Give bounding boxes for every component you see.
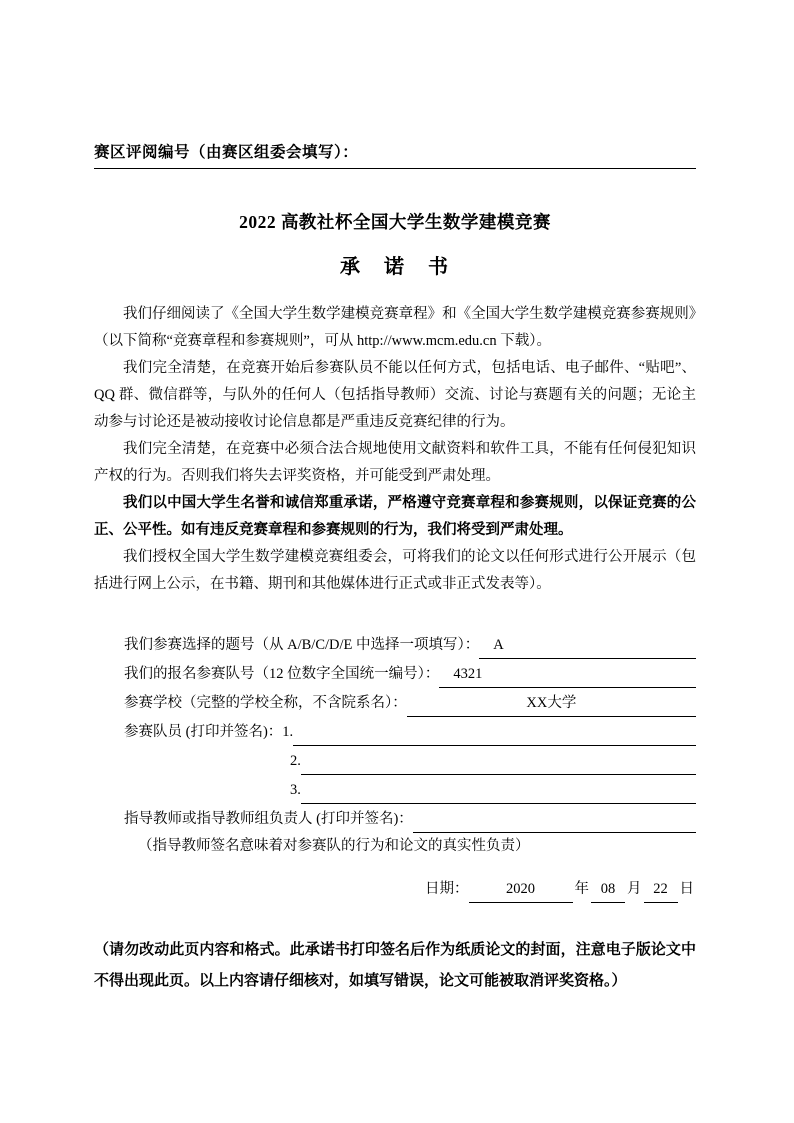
school-label: 参赛学校（完整的学校全称，不含院系名）： <box>124 695 407 711</box>
form-section <box>94 630 696 903</box>
team-number-label: 我们的报名参赛队号（12 位数字全国统一编号）： <box>124 666 440 682</box>
review-number-label: 赛区评阅编号（由赛区组委会填写）： <box>94 144 359 161</box>
paragraph-no-outside-discussion: 我们完全清楚，在竞赛开始后参赛队员不能以任何方式，包括电话、电子邮件、“贴吧”、QQ 群、微信群等，与队外的任何人（包括指导教师）交流、讨论与赛题有关的问题；无论主动参与讨论还是被动接收讨论信息都是严重违反竞赛纪律的行为。 <box>94 360 696 430</box>
member-3-number: 3. <box>290 782 301 798</box>
date-row <box>94 876 696 903</box>
team-members-label: 参赛队员 (打印并签名)： <box>124 724 283 740</box>
year-suffix: 年 <box>574 881 589 897</box>
school-blank <box>407 691 696 717</box>
problem-number-row <box>94 630 696 659</box>
member-1-number: 1. <box>282 724 294 740</box>
member-3-signature-blank <box>301 803 696 804</box>
body-paragraphs <box>94 301 696 598</box>
day-suffix: 日 <box>679 881 694 897</box>
problem-number-value: A <box>493 637 504 653</box>
team-number-value: 4321 <box>453 666 483 682</box>
paragraph-read-rules: 我们仔细阅读了《全国大学生数学建模竞赛章程》和《全国大学生数学建模竞赛参赛规则》（以下简称“竞赛章程和参赛规则”，可从 http://www.mcm.edu.cn 下载）。 <box>94 306 696 349</box>
advisor-label: 指导教师或指导教师组负责人 (打印并签名)： <box>124 811 413 827</box>
paragraph-solemn-promise: 我们以中国大学生名誉和诚信郑重承诺，严格遵守竞赛章程和参赛规则，以保证竞赛的公正、公平性。如有违反竞赛章程和参赛规则的行为，我们将受到严肃处理。 <box>94 495 696 538</box>
school-value: XX大学 <box>526 695 577 711</box>
school-row <box>94 688 696 717</box>
date-year-blank: 2020 <box>469 877 573 903</box>
problem-number-blank <box>479 633 696 659</box>
month-suffix: 月 <box>627 881 642 897</box>
team-member-2-row <box>94 746 696 775</box>
advisor-row <box>94 804 696 833</box>
problem-number-label: 我们参赛选择的题号（从 A/B/C/D/E 中选择一项填写）： <box>124 637 480 653</box>
date-day-blank: 22 <box>644 877 678 903</box>
date-label: 日期： <box>425 881 469 897</box>
document-title: 2022 高教社杯全国大学生数学建模竞赛 <box>239 212 551 232</box>
member-2-number: 2. <box>290 753 301 769</box>
date-month-blank: 08 <box>591 877 625 903</box>
advisor-responsibility-note: （指导教师签名意味着对参赛队的行为和论文的真实性负责） <box>138 838 530 854</box>
team-number-row <box>94 659 696 688</box>
review-number-header <box>94 140 696 169</box>
member-2-signature-blank <box>301 774 696 775</box>
team-number-blank <box>439 662 696 688</box>
do-not-modify-note: （请勿改动此页内容和格式。此承诺书打印签名后作为纸质论文的封面，注意电子版论文中不得出现此页。以上内容请仔细核对，如填写错误，论文可能被取消评奖资格。） <box>94 942 696 989</box>
team-member-3-row <box>94 775 696 804</box>
document-subtitle: 承 诺 书 <box>340 256 450 278</box>
paragraph-authorize-publication: 我们授权全国大学生数学建模竞赛组委会，可将我们的论文以任何形式进行公开展示（包括进行网上公示，在书籍、期刊和其他媒体进行正式或非正式发表等）。 <box>94 549 696 592</box>
team-member-1-row <box>94 717 696 746</box>
member-1-signature-blank <box>293 745 696 746</box>
paragraph-intellectual-property: 我们完全清楚，在竞赛中必须合法合规地使用文献资料和软件工具，不能有任何侵犯知识产权的行为。否则我们将失去评奖资格，并可能受到严肃处理。 <box>94 441 696 484</box>
